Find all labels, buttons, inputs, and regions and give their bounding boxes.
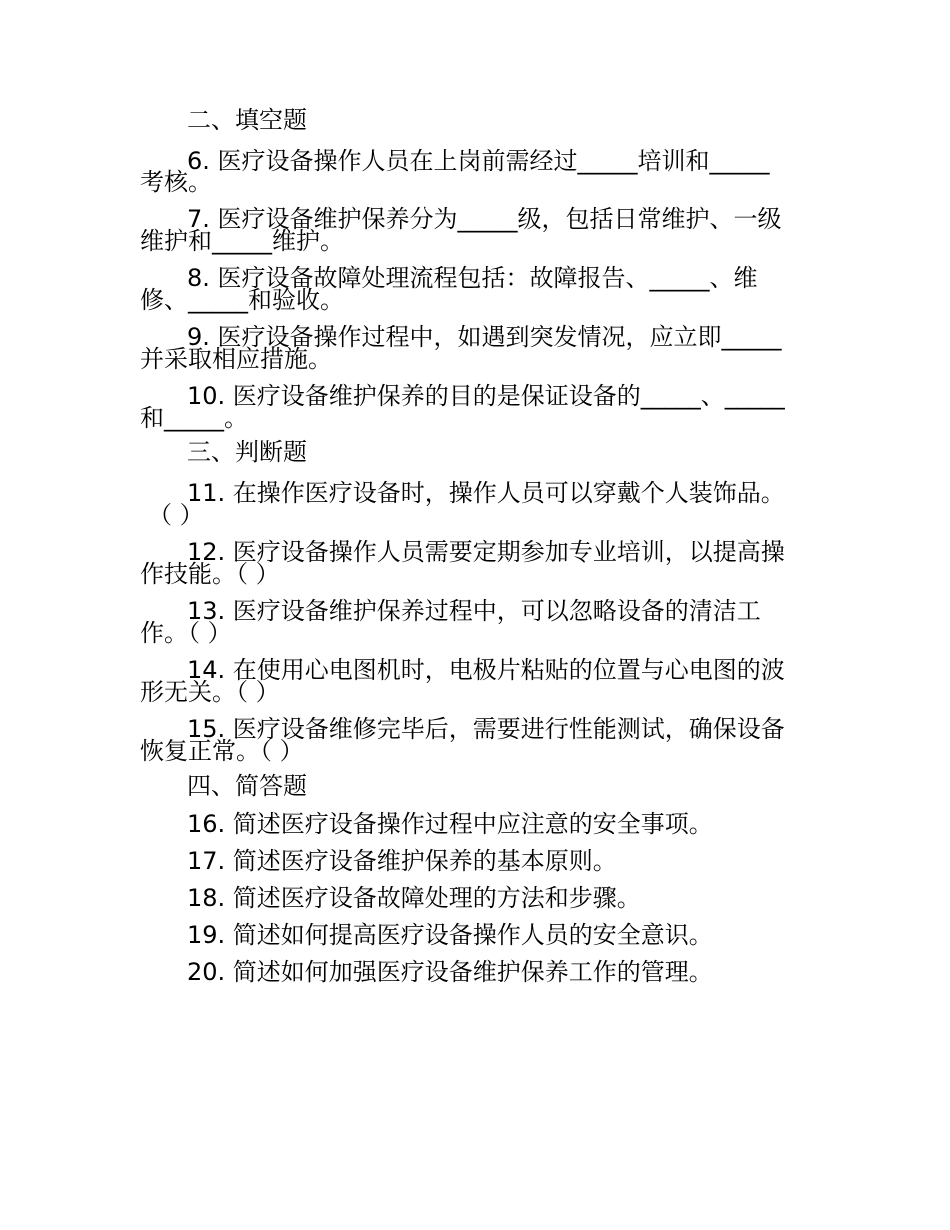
question-18: 18. 简述医疗设备故障处理的方法和步骤。 xyxy=(187,884,641,912)
question-17: 17. 简述医疗设备维护保养的基本原则。 xyxy=(187,847,617,875)
question-10-line-2: 和_____。 xyxy=(140,404,248,432)
question-11-line-1: 11. 在操作医疗设备时，操作人员可以穿戴个人装饰品。 xyxy=(187,479,785,507)
question-9-line-1: 9. 医疗设备操作过程中，如遇到突发情况，应立即_____ xyxy=(187,323,782,351)
question-8-line-2: 修、_____和验收。 xyxy=(140,286,344,314)
question-13-line-1: 13. 医疗设备维护保养过程中，可以忽略设备的清洁工 xyxy=(187,597,761,625)
question-8-line-1: 8. 医疗设备故障处理流程包括：故障报告、_____、维 xyxy=(187,264,758,292)
section-heading-fill-blank: 二、填空题 xyxy=(187,106,307,134)
question-9-line-2: 并采取相应措施。 xyxy=(140,345,332,373)
question-6-line-1: 6. 医疗设备操作人员在上岗前需经过_____培训和_____ xyxy=(187,147,770,175)
question-20: 20. 简述如何加强医疗设备维护保养工作的管理。 xyxy=(187,958,713,986)
question-7-line-1: 7. 医疗设备维护保养分为_____级，包括日常维护、一级 xyxy=(187,205,782,233)
question-15-line-2: 恢复正常。（ ） xyxy=(140,737,304,765)
question-12-line-1: 12. 医疗设备操作人员需要定期参加专业培训，以提高操 xyxy=(187,538,785,566)
section-heading-short-answer: 四、简答题 xyxy=(187,772,307,800)
question-6-line-2: 考核。 xyxy=(140,168,212,196)
question-10-line-1: 10. 医疗设备维护保养的目的是保证设备的_____、_____ xyxy=(187,382,785,410)
question-11-line-2: （ ） xyxy=(148,501,204,529)
question-13-line-2: 作。（ ） xyxy=(140,619,232,647)
question-19: 19. 简述如何提高医疗设备操作人员的安全意识。 xyxy=(187,921,713,949)
section-heading-true-false: 三、判断题 xyxy=(187,438,307,466)
question-7-line-2: 维护和_____维护。 xyxy=(140,227,344,255)
question-16: 16. 简述医疗设备操作过程中应注意的安全事项。 xyxy=(187,810,713,838)
question-14-line-2: 形无关。（ ） xyxy=(140,678,280,706)
question-15-line-1: 15. 医疗设备维修完毕后，需要进行性能测试，确保设备 xyxy=(187,715,785,743)
question-14-line-1: 14. 在使用心电图机时，电极片粘贴的位置与心电图的波 xyxy=(187,656,785,684)
question-12-line-2: 作技能。（ ） xyxy=(140,560,280,588)
